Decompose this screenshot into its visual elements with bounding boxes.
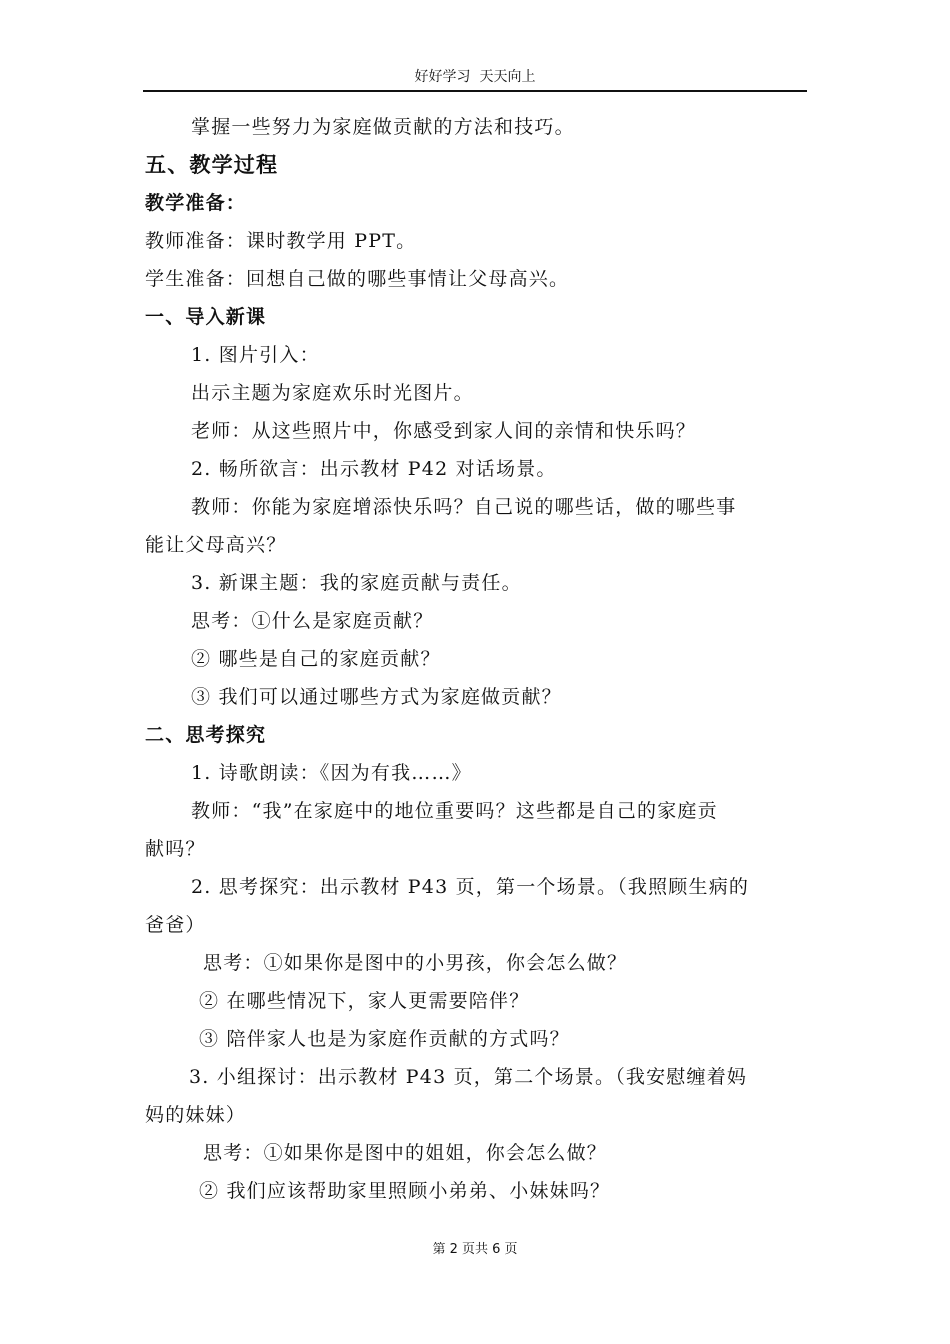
paragraph-teacher-question-2-cont: 能让父母高兴？ [145,534,287,556]
paragraph-teacher-question-3-cont: 献吗？ [145,838,206,860]
paragraph-teacher-question-3: 教师：“我”在家庭中的地位重要吗？这些都是自己的家庭贡 [191,800,718,822]
paragraph-teacher-question-2: 教师：你能为家庭增添快乐吗？自己说的哪些话，做的哪些事 [191,496,737,518]
paragraph-student-prep: 学生准备：回想自己做的哪些事情让父母高兴。 [145,268,570,290]
paragraph-think-4: 思考：①如果你是图中的小男孩，你会怎么做？ [203,952,628,974]
list-item-group-discussion: 3. 小组探讨：出示教材 P43 页，第二个场景。（我安慰缠着妈 [189,1066,748,1088]
paragraph-teacher-question-1: 老师：从这些照片中，你感受到家人间的亲情和快乐吗？ [191,420,697,442]
page-header [143,66,807,92]
header-text: 好好学习 天天向上 [414,69,536,85]
paragraph-think-7: 思考：①如果你是图中的姐姐，你会怎么做？ [203,1142,608,1164]
paragraph-think-3: ③ 我们可以通过哪些方式为家庭做贡献？ [191,686,562,708]
paragraph-think-5: ② 在哪些情况下，家人更需要陪伴？ [199,990,530,1012]
list-item-think-explore-cont: 爸爸） [145,914,206,936]
paragraph-think-8: ② 我们应该帮助家里照顾小弟弟、小妹妹吗？ [199,1180,611,1202]
paragraph-think-6: ③ 陪伴家人也是为家庭作贡献的方式吗？ [199,1028,570,1050]
section-heading-explore: 二、思考探究 [145,724,267,746]
section-heading-intro: 一、导入新课 [145,306,267,328]
paragraph-objective: 掌握一些努力为家庭做贡献的方法和技巧。 [191,116,575,138]
section-heading-teaching-process: 五、教学过程 [145,153,279,177]
list-item-new-topic: 3. 新课主题：我的家庭贡献与责任。 [191,572,522,594]
list-item-free-talk: 2. 畅所欲言：出示教材 P42 对话场景。 [191,458,557,480]
paragraph-think-2: ② 哪些是自己的家庭贡献？ [191,648,441,670]
page-footer [0,1240,950,1260]
subheading-preparation: 教学准备： [145,192,247,214]
paragraph-think-1: 思考：①什么是家庭贡献？ [191,610,434,632]
document-body [145,108,805,1210]
list-item-think-explore: 2. 思考探究：出示教材 P43 页，第一个场景。（我照顾生病的 [191,876,750,898]
list-item-picture-intro: 1. 图片引入： [191,344,320,366]
page-number: 第 2 页共 6 页 [432,1242,518,1257]
paragraph-show-pictures: 出示主题为家庭欢乐时光图片。 [191,382,474,404]
list-item-poem-reading: 1. 诗歌朗读：《因为有我……》 [191,762,472,784]
list-item-group-discussion-cont: 妈的妹妹） [145,1104,247,1126]
paragraph-teacher-prep: 教师准备：课时教学用 PPT。 [145,230,417,252]
